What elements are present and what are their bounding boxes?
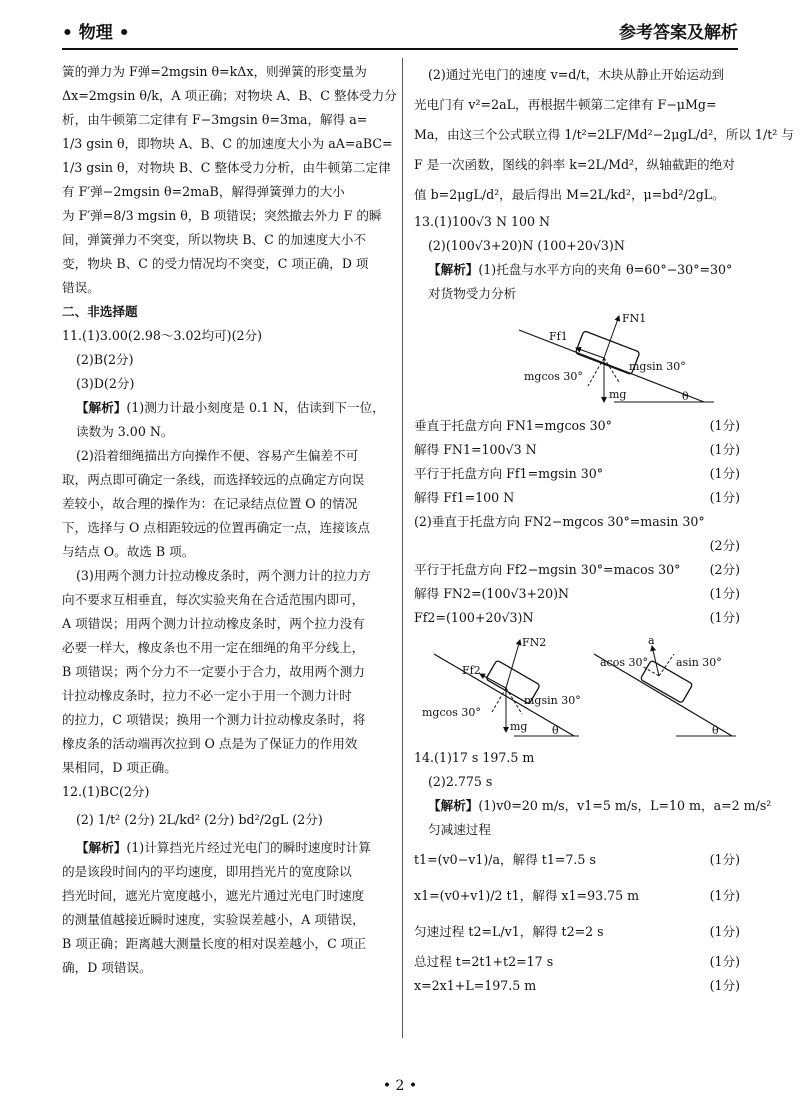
q12-analysis-cont: Ma，由这三个公式联立得 1/t²=2LF/Md²−2μgL/d²，所以 1/t² 与 bbox=[414, 127, 794, 142]
text-line: 错误。 bbox=[62, 280, 100, 295]
force-diagrams-2-3 bbox=[414, 634, 740, 742]
step-row: x1=(v0+v1)/2 t1，解得 x1=93.75 m (1分) bbox=[414, 888, 740, 903]
q12-analysis: 的测量值越接近瞬时速度，实验误差越小，A 项错误， bbox=[62, 912, 365, 927]
step-row: 平行于托盘方向 Ff2−mgsin 30°=macos 30° (2分) bbox=[414, 562, 740, 577]
force-diagram-2-svg bbox=[414, 634, 740, 742]
mgcos-label: mgcos 30° bbox=[524, 370, 583, 383]
normal-force-arrow bbox=[506, 640, 520, 688]
analysis-tag: 【解析】 bbox=[428, 262, 479, 277]
step-row: 解得 Ff1=100 N (1分) bbox=[414, 490, 740, 505]
q14-answer: 14.(1)17 s 197.5 m bbox=[414, 750, 535, 765]
theta-label: θ bbox=[552, 724, 559, 737]
q11-analysis: A 项错误；用两个测力计拉动橡皮条时，两个拉力没有 bbox=[62, 616, 365, 631]
q11-analysis: 的拉力，C 项错误；换用一个测力计拉动橡皮条时，将 bbox=[62, 712, 366, 727]
step-row: 平行于托盘方向 Ff1=mgsin 30° (1分) bbox=[414, 466, 740, 481]
text-line: 有 F′弹−2mgsin θ=2maB，解得弹簧弹力的大小 bbox=[62, 184, 345, 199]
asin-label: asin 30° bbox=[676, 656, 722, 669]
mgsin-label: mgsin 30° bbox=[629, 360, 686, 373]
step-row: 解得 FN2=(100√3+20)N (1分) bbox=[414, 586, 740, 601]
answer-title: 参考答案及解析 bbox=[619, 23, 738, 43]
q11-analysis: 橡皮条的活动端再次拉到 O 点是为了保证力的作用效 bbox=[62, 736, 358, 751]
q13-answer: 13.(1)100√3 N 100 N bbox=[414, 214, 551, 229]
mgcos-component bbox=[604, 358, 619, 382]
step-row: 解得 FN1=100√3 N (1分) bbox=[414, 442, 740, 457]
acos-label: acos 30° bbox=[600, 656, 648, 669]
friction-arrow bbox=[480, 674, 506, 688]
q12-analysis-cont: 光电门有 v²=2aL，再根据牛顿第二定律有 F−μMg= bbox=[414, 97, 717, 112]
q13-analysis: (1)托盘与水平方向的夹角 θ=60°−30°=30° bbox=[478, 262, 733, 277]
theta-label: θ bbox=[682, 390, 689, 403]
mg-label: mg bbox=[510, 720, 528, 733]
text-line: 间，弹簧弹力不突变，所以物块 B、C 的加速度大小不 bbox=[62, 232, 366, 247]
step-row: 垂直于托盘方向 FN1=mgcos 30° (1分) bbox=[414, 418, 740, 433]
q11-analysis: 取，两点即可确定一条线，而选择较远的点确定方向误 bbox=[62, 472, 365, 487]
q11-analysis: 下，选择与 O 点相距较远的位置再确定一点，连接该点 bbox=[62, 520, 370, 535]
subject-label: • 物理 • bbox=[62, 23, 130, 43]
q12-analysis: (1)计算挡光片经过光电门的瞬时速度时计算 bbox=[126, 840, 371, 855]
q11-analysis: (2)沿着细绳描出方向操作不便、容易产生偏差不可 bbox=[76, 448, 359, 463]
q11-answer: (3)D(2分) bbox=[76, 376, 135, 391]
q14-analysis: (1)v0=20 m/s，v1=5 m/s，L=10 m，a=2 m/s² bbox=[478, 798, 772, 813]
column-divider bbox=[402, 58, 403, 1038]
mg-label: mg bbox=[609, 388, 627, 401]
analysis-tag: 【解析】 bbox=[76, 400, 127, 415]
q11-analysis: (3)用两个测力计拉动橡皮条时，两个测力计的拉力方 bbox=[76, 568, 371, 583]
q11-analysis: 与结点 O。故选 B 项。 bbox=[62, 544, 195, 559]
text-line: 1/3 gsin θ，即物块 A、B、C 的加速度大小为 aA=aBC= bbox=[62, 136, 393, 151]
q11-analysis: B 项错误；两个分力不一定要小于合力，故用两个测力 bbox=[62, 664, 365, 679]
step-row: 匀速过程 t2=L/v1，解得 t2=2 s (1分) bbox=[414, 924, 740, 939]
text-line: 为 F′弹=8/3 mgsin θ，B 项错误；突然撤去外力 F 的瞬 bbox=[62, 208, 382, 223]
step-row: Ff2=(100+20√3)N (1分) bbox=[414, 610, 740, 625]
mgcos-label: mgcos 30° bbox=[422, 706, 481, 719]
q12-analysis-cont: 值 b=2μgL/d²，最后得出 M=2L/kd²，μ=bd²/2gL。 bbox=[414, 187, 725, 202]
text-line: Δx=2mgsin θ/k，A 项正确；对物块 A、B、C 整体受力分 bbox=[62, 88, 397, 103]
q12-analysis: 的是该段时间内的平均速度，即用挡光片的宽度除以 bbox=[62, 864, 352, 879]
analysis-tag: 【解析】 bbox=[428, 798, 479, 813]
step-row: x=2x1+L=197.5 m (1分) bbox=[414, 978, 740, 993]
fn2-label: FN2 bbox=[522, 636, 547, 649]
q14-analysis: 匀减速过程 bbox=[428, 822, 491, 837]
section-title: 二、非选择题 bbox=[62, 304, 138, 319]
q11-analysis: 必要一样大，橡皮条也不用一定在细绳的角平分线上， bbox=[62, 640, 365, 655]
step-row: 总过程 t=2t1+t2=17 s (1分) bbox=[414, 954, 740, 969]
q12-analysis: 挡光时间，遮光片宽度越小，遮光片通过光电门时速度 bbox=[62, 888, 365, 903]
page-header bbox=[62, 12, 738, 50]
q14-answer: (2)2.775 s bbox=[428, 774, 493, 789]
theta-label: θ bbox=[712, 724, 719, 737]
q13-answer: (2)(100√3+20)N (100+20√3)N bbox=[428, 238, 625, 253]
q12-analysis: 确，D 项错误。 bbox=[62, 960, 152, 975]
page-number: • 2 • bbox=[382, 1078, 418, 1094]
text-line: 析，由牛顿第二定律有 F−3mgsin θ=3ma，解得 a= bbox=[62, 112, 368, 127]
q11-answer: 11.(1)3.00(2.98～3.02均可)(2分) bbox=[62, 328, 263, 343]
force-diagram-1-svg bbox=[414, 310, 734, 410]
mgsin-label: mgsin 30° bbox=[524, 694, 581, 707]
text-line: 簧的弹力为 F弹=2mgsin θ=kΔx，则弹簧的形变量为 bbox=[62, 64, 367, 79]
step-row: t1=(v0−v1)/a，解得 t1=7.5 s (1分) bbox=[414, 852, 740, 867]
text-line: 变，物块 B、C 的受力情况均不突变，C 项正确，D 项 bbox=[62, 256, 369, 271]
right-column bbox=[414, 60, 794, 998]
q11-analysis: 读数为 3.00 N。 bbox=[76, 424, 174, 439]
step-row: (2)垂直于托盘方向 FN2−mgcos 30°=masin 30° bbox=[414, 514, 705, 529]
fn1-label: FN1 bbox=[622, 312, 647, 325]
ff1-label: Ff1 bbox=[549, 330, 568, 343]
normal-force-arrow bbox=[604, 316, 619, 358]
q11-answer: (2)B(2分) bbox=[76, 352, 134, 367]
q13-analysis: 对货物受力分析 bbox=[428, 286, 517, 301]
q12-analysis-cont: F 是一次函数，图线的斜率 k=2L/Md²，纵轴截距的绝对 bbox=[414, 157, 735, 172]
force-diagram-1 bbox=[414, 310, 740, 410]
friction-arrow bbox=[576, 348, 604, 358]
analysis-tag: 【解析】 bbox=[76, 840, 127, 855]
step-row: (2分) bbox=[709, 538, 740, 553]
q11-analysis: 向不要求互相垂直，每次实验夹角在合适范围内即可， bbox=[62, 592, 365, 607]
left-column bbox=[62, 60, 397, 980]
text-line: 1/3 gsin θ，对物块 B、C 整体受力分析，由牛顿第二定律 bbox=[62, 160, 391, 175]
q12-answer: 12.(1)BC(2分) bbox=[62, 784, 150, 799]
q11-analysis: 计拉动橡皮条时，拉力不必一定小于用一个测力计时 bbox=[62, 688, 352, 703]
q12-analysis-cont: (2)通过光电门的速度 v=d/t，木块从静止开始运动到 bbox=[428, 67, 725, 82]
ff2-label: Ff2 bbox=[462, 664, 481, 677]
q11-analysis: 果相同，D 项正确。 bbox=[62, 760, 177, 775]
q12-analysis: B 项正确；距离越大测量长度的相对误差越小，C 项正 bbox=[62, 936, 366, 951]
q11-analysis: (1)测力计最小刻度是 0.1 N，估读到下一位， bbox=[126, 400, 385, 415]
a-label: a bbox=[648, 634, 655, 647]
q11-analysis: 差较小，故合理的操作为：在记录结点位置 O 的情况 bbox=[62, 496, 358, 511]
q12-answer: (2) 1/t² (2分) 2L/kd² (2分) bd²/2gL (2分) bbox=[76, 812, 323, 827]
